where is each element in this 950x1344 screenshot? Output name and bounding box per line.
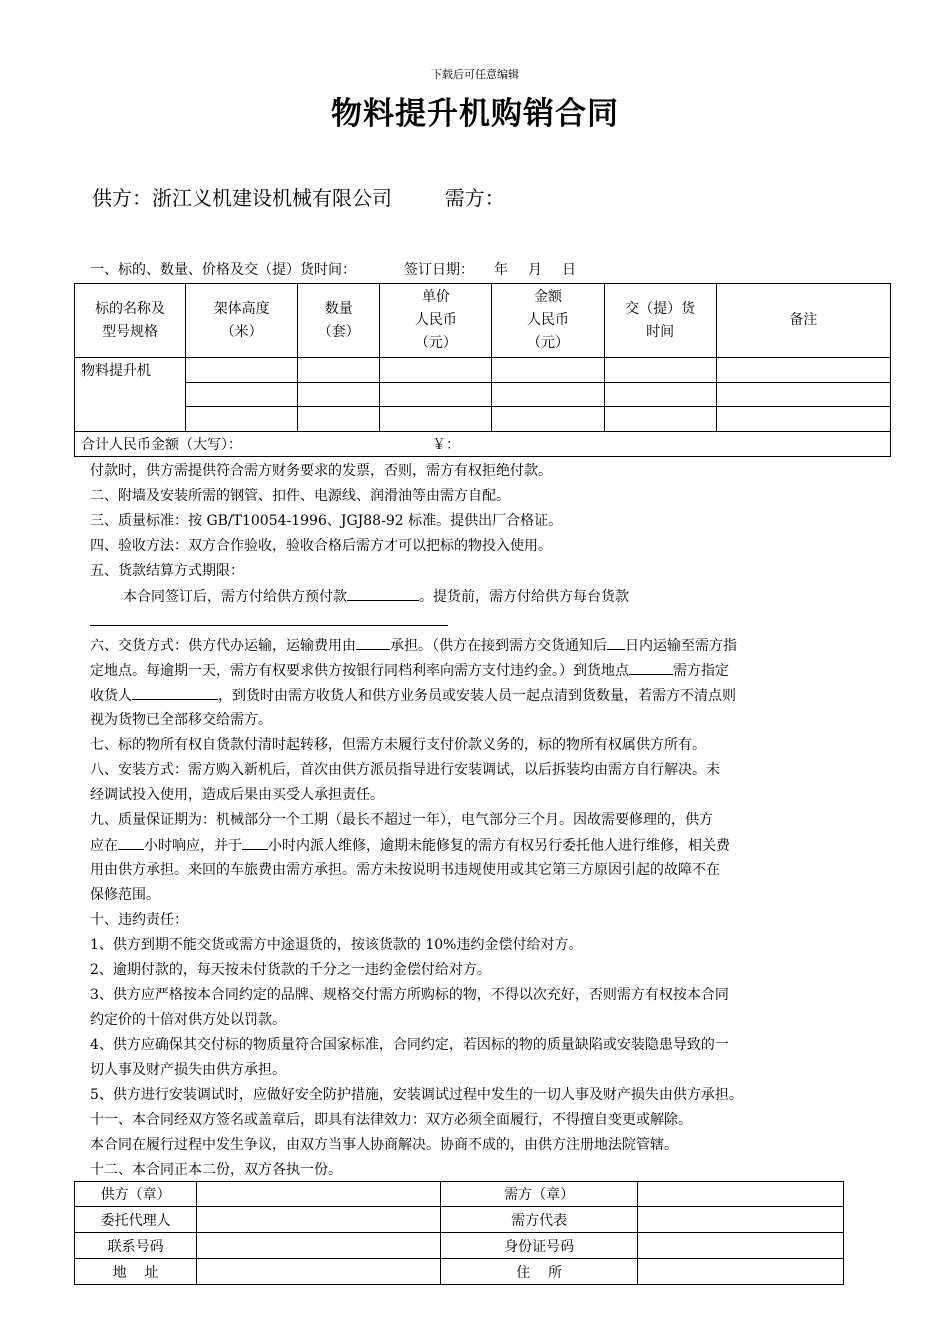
signature-field xyxy=(197,1207,441,1233)
clause-11: 十一、本合同经双方签名或盖章后，即具有法律效力：双方必须全面履行，不得擅自变更或解除。 xyxy=(90,1112,692,1128)
supplier-label: 供方：浙江义机建设机械有限公司 xyxy=(92,186,392,210)
clause-9-line4: 保修范围。 xyxy=(90,887,160,903)
clause-8-line2: 经调试投入使用，造成后果由买受人承担责任。 xyxy=(90,787,384,803)
signature-row xyxy=(75,1182,844,1207)
clause-10-3-line2: 约定价的十倍对供方处以罚款。 xyxy=(90,1012,286,1028)
header-cell: 标的名称及 型号规格 xyxy=(75,284,186,358)
clause-10-4-line2: 切人事及财产损失由供方承担。 xyxy=(90,1062,286,1078)
signature-label: 住 所 xyxy=(441,1259,637,1285)
clause-9-line1: 九、质量保证期为：机械部分一个工期（最长不超过一年），电气部分三个月。因故需要修理的，供方 xyxy=(90,812,713,828)
buyer-label: 需方： xyxy=(444,186,505,210)
table-row xyxy=(75,383,891,407)
section1-label: 一、标的、数量、价格及交（提）货时间： xyxy=(90,262,356,278)
clause-5: 五、货款结算方式期限： xyxy=(90,563,244,579)
signature-table xyxy=(74,1181,844,1285)
signature-label: 需方（章） xyxy=(441,1182,637,1207)
signature-field xyxy=(197,1233,441,1259)
signature-row xyxy=(75,1207,844,1233)
clause-6-line3: 收货人 ，到货时由需方收货人和供方业务员或安装人员一起点清到货数量，若需方不清点则 xyxy=(90,683,870,709)
clause-9-line2: 应在 小时响应，并于 小时内派人维修，逾期未能修复的需方有权另行委托他人进行维修，相关费 xyxy=(90,833,870,859)
contract-title: 物料提升机购销合同 xyxy=(331,96,619,132)
clause-5-detail: 本合同签订后，需方付给供方预付款 。提货前，需方付给供方每台货款 xyxy=(123,584,903,610)
clause-3: 三、质量标准：按 GB/T10054-1996、JGJ88-92 标准。提供出厂合格证。 xyxy=(90,513,563,529)
blank-line xyxy=(90,625,448,626)
header-cell: 备注 xyxy=(716,284,890,358)
total-label: 合计人民币金额（大写）： xyxy=(81,437,242,453)
clause-10-5: 5、供方进行安装调试时，应做好安全防护措施，安装调试过程中发生的一切人事及财产损失由供方承担。 xyxy=(90,1087,743,1103)
signature-row xyxy=(75,1233,844,1259)
item-name-cell: 物料提升机 xyxy=(75,358,186,432)
goods-table-header xyxy=(75,284,891,358)
header-note: 下载后可任意编辑 xyxy=(431,68,519,81)
sign-date-label: 签订日期： xyxy=(404,262,474,278)
table-row xyxy=(75,407,891,432)
header-cell: 交（提）货 时间 xyxy=(604,284,716,358)
goods-table xyxy=(74,283,891,457)
signature-label: 委托代理人 xyxy=(75,1207,197,1233)
signature-field xyxy=(197,1259,441,1285)
clause-10-3-line1: 3、供方应严格按本合同约定的品牌、规格交付需方所购标的物，不得以次充好，否则需方有权按本合同 xyxy=(90,987,729,1003)
signature-label: 身份证号码 xyxy=(441,1233,637,1259)
year-label: 年 xyxy=(494,262,508,278)
clause-6-line4: 视为货物已全部移交给需方。 xyxy=(90,712,272,728)
blank-underline xyxy=(347,584,419,601)
clause-10-2: 2、逾期付款的，每天按未付货款的千分之一违约金偿付给对方。 xyxy=(90,962,491,978)
payment-clause: 付款时，供方需提供符合需方财务要求的发票，否则，需方有权拒绝付款。 xyxy=(90,463,552,479)
signature-label: 供方（章） xyxy=(75,1182,197,1207)
table-row xyxy=(75,358,891,383)
clause-2: 二、附墙及安装所需的钢管、扣件、电源线、润滑油等由需方自配。 xyxy=(90,488,510,504)
clause-6-line2: 定地点。每逾期一天，需方有权要求供方按银行同档利率向需方支付违约金。）到货地点 需方指定 xyxy=(90,658,870,684)
signature-row xyxy=(75,1259,844,1285)
header-cell: 金额 人民币 （元） xyxy=(492,284,604,358)
clause-6-line1: 六、交货方式：供方代办运输，运输费用由 承担。（供方在接到需方交货通知后 日内运输至需方指 xyxy=(90,633,870,659)
header-cell: 数量 （套） xyxy=(298,284,380,358)
clause-9-line3: 用由供方承担。来回的车旅费由需方承担。需方未按说明书违规使用或其它第三方原因引起的故障不在 xyxy=(90,862,720,878)
yen-label: ￥： xyxy=(432,437,460,453)
section1-line xyxy=(90,258,870,283)
signature-field xyxy=(197,1182,441,1207)
header-cell: 架体高度 （米） xyxy=(186,284,298,358)
header-cell: 单价 人民币 （元） xyxy=(380,284,492,358)
signature-label: 需方代表 xyxy=(441,1207,637,1233)
clause-10-1: 1、供方到期不能交货或需方中途退货的，按该货款的 10%违约金偿付给对方。 xyxy=(90,937,583,953)
total-row xyxy=(75,432,891,457)
signature-label: 联系号码 xyxy=(75,1233,197,1259)
signature-field xyxy=(637,1233,843,1259)
signature-field xyxy=(637,1259,843,1285)
parties-line xyxy=(92,182,505,211)
signature-field xyxy=(637,1207,843,1233)
signature-label: 地 址 xyxy=(75,1259,197,1285)
day-label: 日 xyxy=(562,262,576,278)
clause-4: 四、验收方法：双方合作验收，验收合格后需方才可以把标的物投入使用。 xyxy=(90,538,552,554)
clause-7: 七、标的物所有权自货款付清时起转移，但需方未履行支付价款义务的，标的物所有权属供方所有。 xyxy=(90,737,706,753)
clause-11-dispute: 本合同在履行过程中发生争议，由双方当事人协商解决。协商不成的，由供方注册地法院管辖。 xyxy=(90,1137,678,1153)
clause-8-line1: 八、安装方式：需方购入新机后，首次由供方派员指导进行安装调试，以后拆装均由需方自行解决。未 xyxy=(90,762,720,778)
month-label: 月 xyxy=(528,262,542,278)
clause-12: 十二、本合同正本二份，双方各执一份。 xyxy=(90,1162,342,1178)
clause-10: 十、违约责任： xyxy=(90,912,188,928)
signature-field xyxy=(637,1182,843,1207)
clause-10-4-line1: 4、供方应确保其交付标的物质量符合国家标准，合同约定，若因标的物的质量缺陷或安装隐患导致的一 xyxy=(90,1037,729,1053)
